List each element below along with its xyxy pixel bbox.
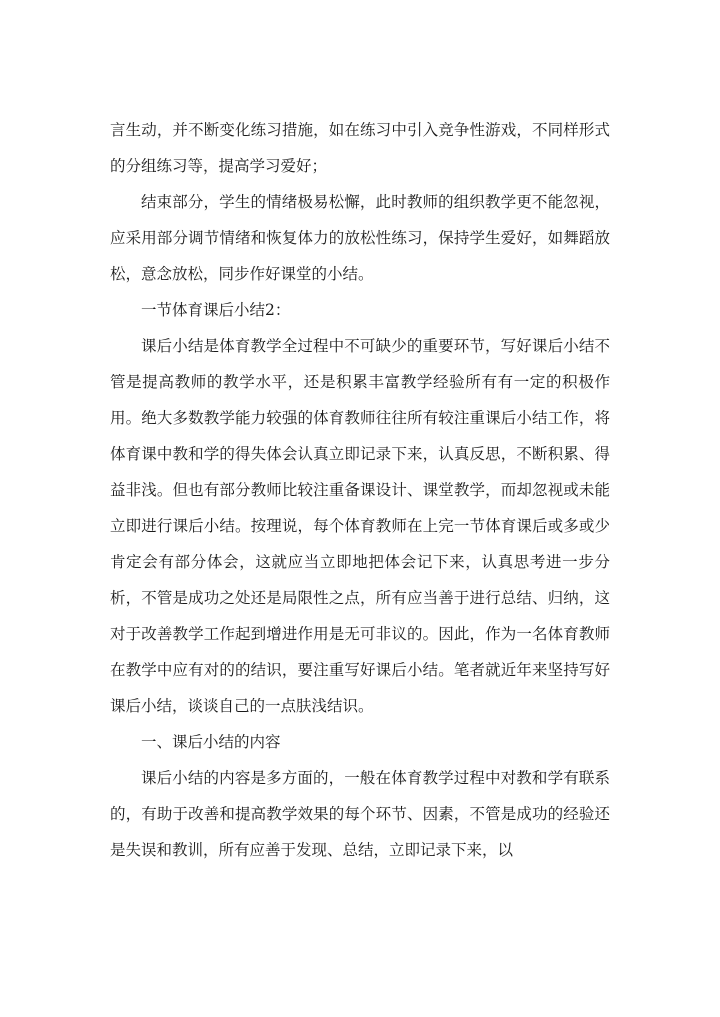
paragraph-summary-content: 课后小结的内容是多方面的，一般在体育教学过程中对教和学有联系的，有助于改善和提高教学效果的每个环节、因素，不管是成功的经验还是失误和教训，所有应善于发现、总结，立即记录下来，以 xyxy=(110,769,610,859)
document-body xyxy=(110,112,610,868)
paragraph-summary-importance: 课后小结是体育教学全过程中不可缺少的重要环节，写好课后小结不管是提高教师的教学水平，还是积累丰富教学经验所有有一定的积极作用。绝大多数教学能力较强的体育教师往往所有较注重课后小结工作，将体育课中教和学的得失体会认真立即记录下来，认真反思，不断积累、得益非浅。但也有部分教师比较注重备课设计、课堂教学，而却忽视或未能立即进行课后小结。按理说，每个体育教师在上完一节体育课后或多或少肯定会有部分体会，这就应当立即地把体会记下来，认真思考进一步分析，不管是成功之处还是局限性之点，所有应当善于进行总结、归纳，这对于改善教学工作起到增进作用是无可非议的。因此，作为一名体育教师在教学中应有对的的结识，要注重写好课后小结。笔者就近年来坚持写好课后小结，谈谈自己的一点肤浅结识。 xyxy=(110,337,610,715)
paragraph-continuation: 言生动，并不断变化练习措施，如在练习中引入竞争性游戏，不同样形式的分组练习等，提高学习爱好； xyxy=(110,121,610,175)
paragraph-ending-section: 结束部分，学生的情绪极易松懈，此时教师的组织教学更不能忽视，应采用部分调节情绪和恢复体力的放松性练习，保持学生爱好，如舞蹈放松，意念放松，同步作好课堂的小结。 xyxy=(110,193,610,283)
section-heading-content: 一、课后小结的内容 xyxy=(141,733,281,751)
section-heading-summary-2: 一节体育课后小结2： xyxy=(141,301,291,319)
